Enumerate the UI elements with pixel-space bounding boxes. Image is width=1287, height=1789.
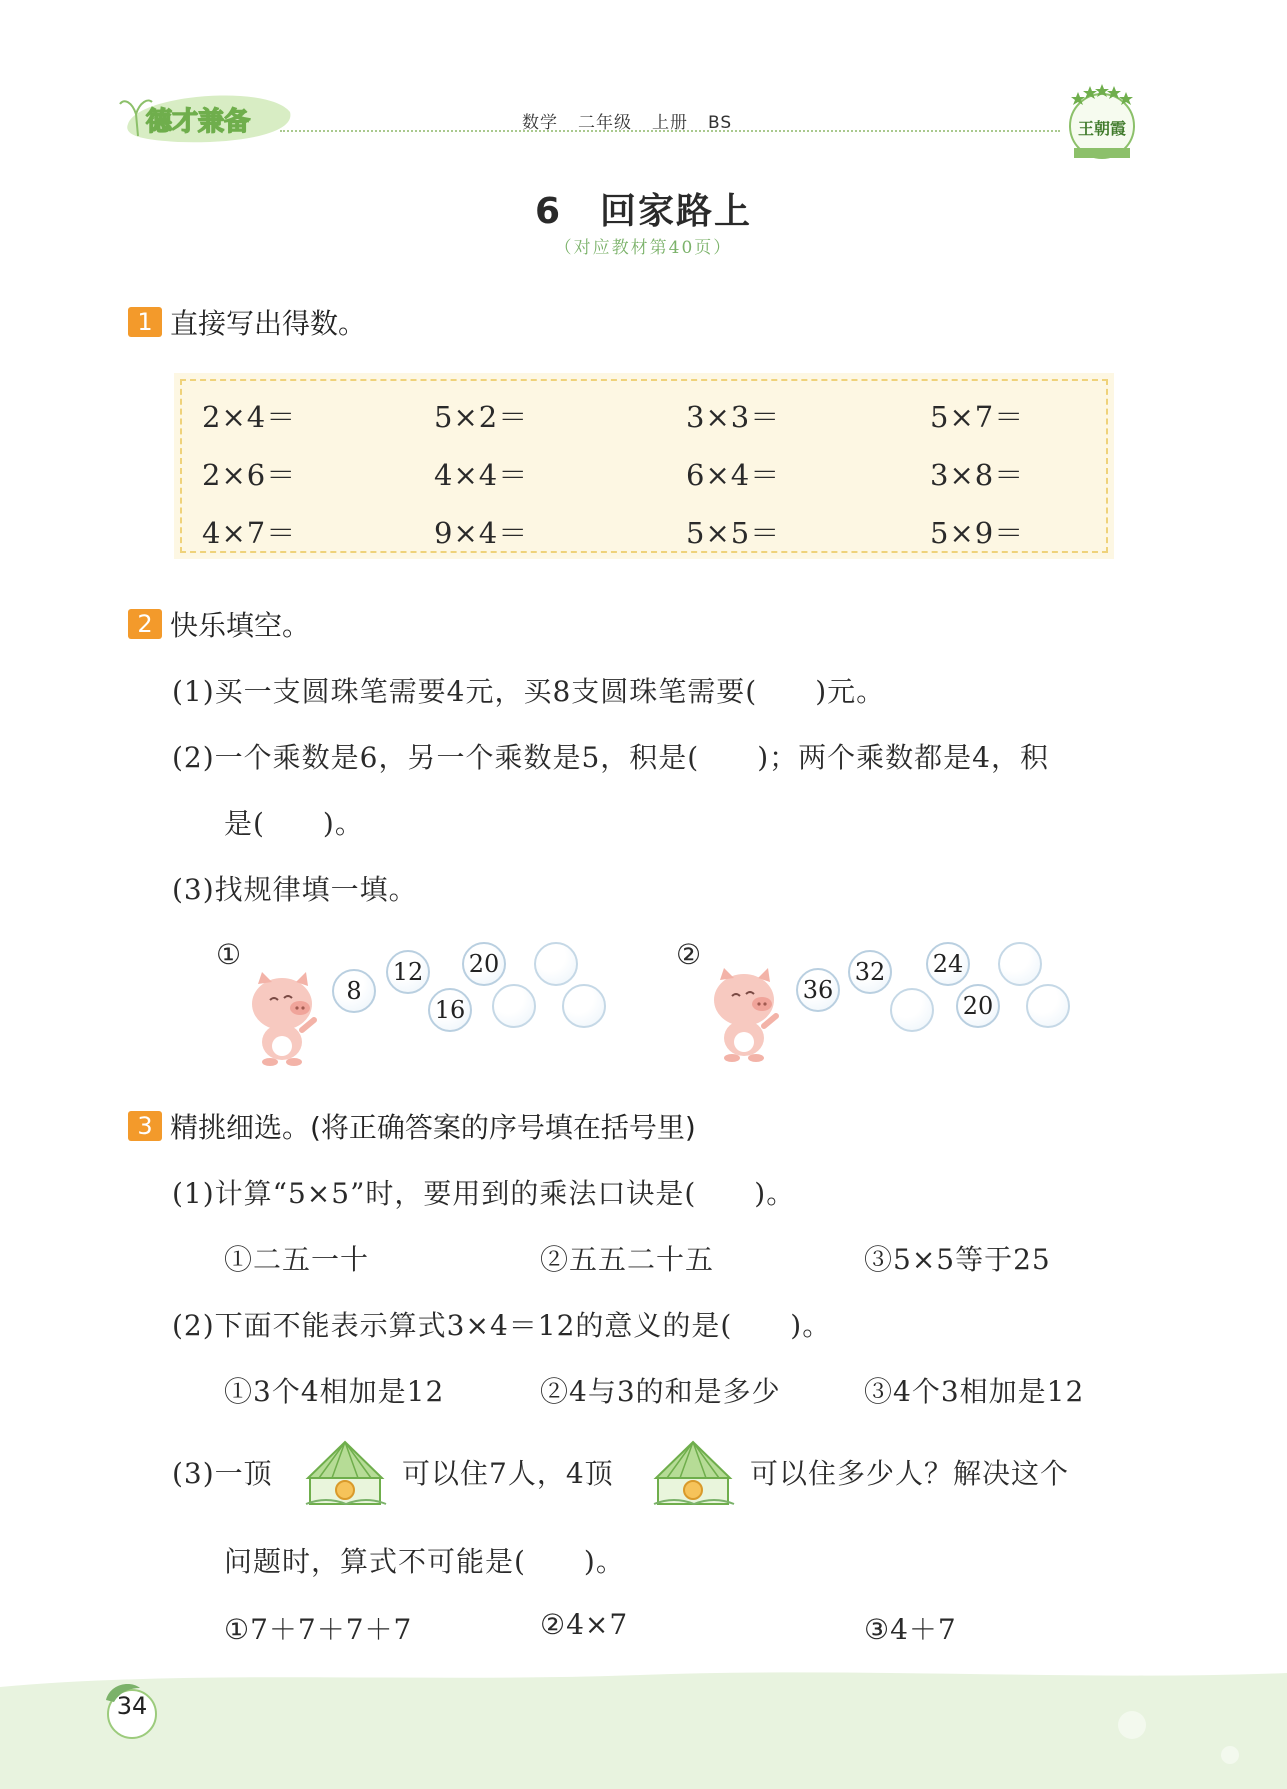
option: ①二五一十 bbox=[224, 1243, 370, 1276]
question-3-2: (2)下面不能表示算式3×4＝12的意义的是( )。 bbox=[172, 1309, 832, 1342]
question-2-2a: (2)一个乘数是6，另一个乘数是5，积是( )；两个乘数都是4，积 bbox=[172, 741, 1049, 774]
section-2-number: 2 bbox=[128, 609, 162, 639]
question-3-3-part-d: 问题时，算式不可能是( )。 bbox=[224, 1545, 625, 1578]
question-3-3-part-b: 可以住7人，4顶 bbox=[402, 1457, 614, 1490]
bubble: 32 bbox=[848, 950, 892, 994]
bubble: 16 bbox=[428, 988, 472, 1032]
page-number: 34 bbox=[116, 1692, 148, 1720]
bubble: 36 bbox=[796, 968, 840, 1012]
calc-item: 5×5＝ bbox=[686, 516, 781, 550]
section-3-heading bbox=[128, 1106, 696, 1142]
section-3-number: 3 bbox=[128, 1111, 162, 1141]
calc-box bbox=[174, 373, 1114, 559]
bubble-blank[interactable] bbox=[562, 984, 606, 1028]
bubble-blank[interactable] bbox=[998, 942, 1042, 986]
option: ①7＋7＋7＋7 bbox=[224, 1613, 413, 1646]
brand-logo bbox=[118, 84, 298, 146]
calc-item: 4×4＝ bbox=[434, 458, 529, 492]
footer-wave bbox=[0, 1665, 1287, 1789]
page-title: 6 回家路上 bbox=[534, 191, 753, 232]
page-subtitle: （对应教材第40页） bbox=[554, 238, 733, 258]
bubble-blank[interactable] bbox=[1026, 984, 1070, 1028]
calc-item: 4×7＝ bbox=[202, 516, 297, 550]
bubble-blank[interactable] bbox=[492, 984, 536, 1028]
brand-text: 德才兼备 bbox=[146, 107, 251, 137]
calc-item: 6×4＝ bbox=[686, 458, 781, 492]
question-3-1: (1)计算“5×5”时，要用到的乘法口诀是( )。 bbox=[172, 1177, 796, 1210]
calc-item: 2×6＝ bbox=[202, 458, 297, 492]
volume: 上册 bbox=[652, 113, 688, 133]
calc-item: 3×8＝ bbox=[930, 458, 1025, 492]
bubble: 24 bbox=[926, 942, 970, 986]
question-2-2b: 是( )。 bbox=[224, 807, 364, 840]
bubble-blank[interactable] bbox=[534, 942, 578, 986]
section-1-number: 1 bbox=[128, 307, 162, 337]
option: ③5×5等于25 bbox=[864, 1243, 1051, 1276]
header-info bbox=[522, 108, 752, 133]
calc-item: 3×3＝ bbox=[686, 400, 781, 434]
question-2-1: (1)买一支圆珠笔需要4元，买8支圆珠笔需要( )元。 bbox=[172, 675, 886, 708]
question-3-3-part-c: 可以住多少人？解决这个 bbox=[750, 1457, 1070, 1490]
question-3-3-part-a: (3)一顶 bbox=[172, 1457, 273, 1490]
bubble: 20 bbox=[956, 984, 1000, 1028]
bubble: 20 bbox=[462, 942, 506, 986]
calc-item: 9×4＝ bbox=[434, 516, 529, 550]
option: ②五五二十五 bbox=[540, 1243, 715, 1276]
option: ②4×7 bbox=[540, 1608, 629, 1641]
option: ③4＋7 bbox=[864, 1613, 957, 1646]
section-1-heading bbox=[128, 302, 366, 338]
pig-icon bbox=[706, 966, 786, 1062]
section-2-title: 快乐填空。 bbox=[170, 609, 311, 642]
calc-item: 5×9＝ bbox=[930, 516, 1025, 550]
author-seal bbox=[1062, 78, 1142, 166]
bubble-blank[interactable] bbox=[890, 988, 934, 1032]
subject: 数学 bbox=[522, 113, 558, 133]
calc-item: 5×7＝ bbox=[930, 400, 1025, 434]
bubble: 12 bbox=[386, 950, 430, 994]
calc-item: 5×2＝ bbox=[434, 400, 529, 434]
question-2-3: (3)找规律填一填。 bbox=[172, 873, 418, 906]
calc-item: 2×4＝ bbox=[202, 400, 297, 434]
option: ①3个4相加是12 bbox=[224, 1375, 445, 1408]
seal-text: 王朝霞 bbox=[1077, 119, 1127, 138]
bubble: 8 bbox=[332, 969, 376, 1013]
pattern-2-label: ② bbox=[676, 938, 703, 971]
tent-icon bbox=[302, 1438, 388, 1508]
pig-icon bbox=[244, 970, 324, 1066]
pattern-1-label: ① bbox=[216, 938, 243, 971]
grade: 二年级 bbox=[578, 113, 632, 133]
tent-icon bbox=[650, 1438, 736, 1508]
option: ③4个3相加是12 bbox=[864, 1375, 1085, 1408]
option: ②4与3的和是多少 bbox=[540, 1375, 781, 1408]
edition: BS bbox=[708, 113, 733, 133]
section-3-title: 精挑细选。(将正确答案的序号填在括号里) bbox=[170, 1111, 696, 1144]
calc-grid bbox=[180, 379, 1108, 553]
section-2-heading bbox=[128, 604, 310, 640]
section-1-title: 直接写出得数。 bbox=[170, 307, 367, 340]
